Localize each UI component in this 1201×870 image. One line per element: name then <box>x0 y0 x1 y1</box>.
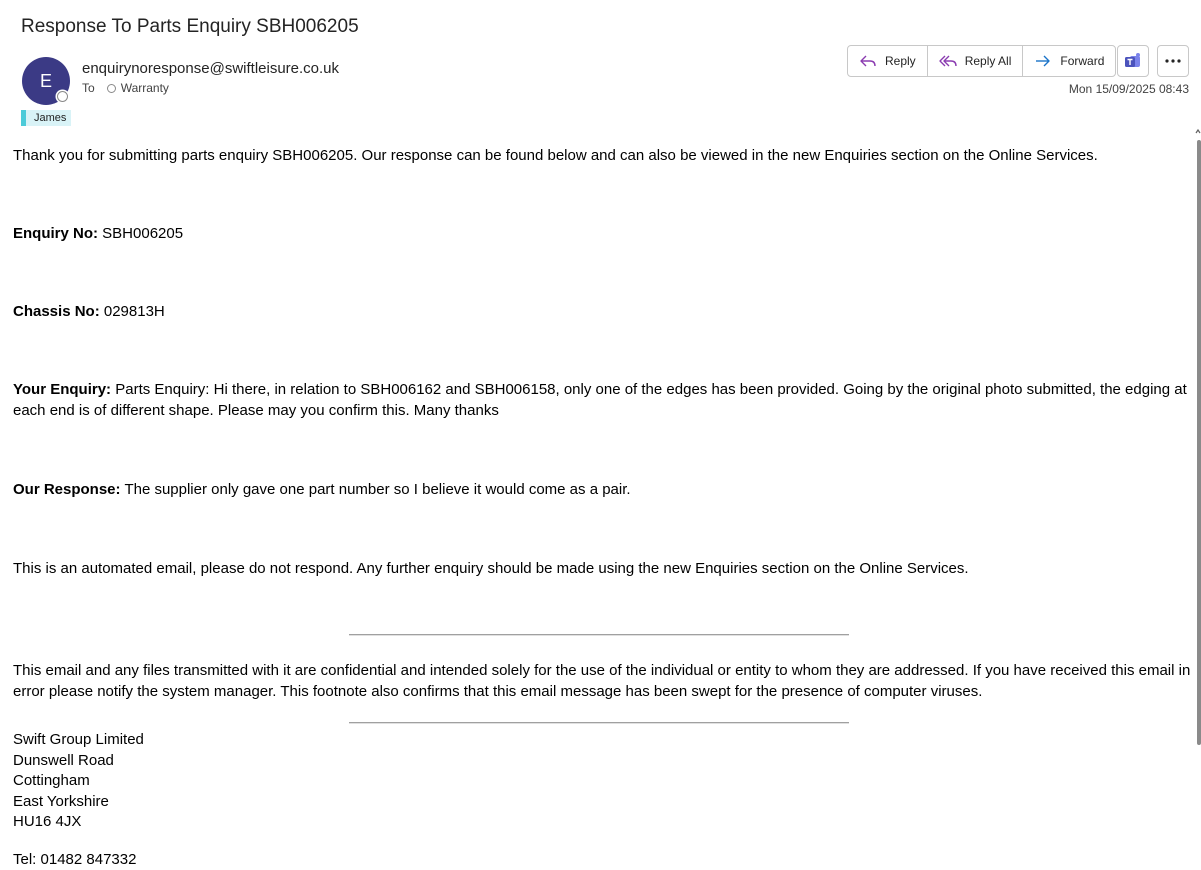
reply-all-label: Reply All <box>964 54 1012 68</box>
reply-all-icon <box>939 53 957 69</box>
your-enquiry-text: Parts Enquiry: Hi there, in relation to SBH006162 and SBH006158, only one of the edges has been provided. Going by the original photo submitted, the edging at each end is of different shape. Please may you confirm this. Many thanks <box>13 381 1187 419</box>
our-response-label: Our Response: <box>13 481 121 498</box>
address-line: Cottingham <box>13 772 90 789</box>
our-response-paragraph <box>13 479 631 500</box>
received-date: Mon 15/09/2025 08:43 <box>1068 82 1189 96</box>
company-address <box>13 730 144 833</box>
presence-status-icon <box>57 91 68 102</box>
forward-button[interactable] <box>1023 46 1115 76</box>
your-enquiry-paragraph <box>13 379 1191 421</box>
address-line: East Yorkshire <box>13 792 109 810</box>
address-line: Swift Group Limited <box>13 731 144 748</box>
reply-icon <box>859 53 877 69</box>
sender-address[interactable]: enquirynoresponse@swiftleisure.co.uk <box>82 60 340 77</box>
to-label: To <box>82 81 95 95</box>
enquiry-number-line <box>13 223 183 244</box>
teams-button[interactable] <box>1117 45 1149 77</box>
your-enquiry-label: Your Enquiry: <box>13 381 112 398</box>
email-subject: Response To Parts Enquiry SBH006205 <box>21 16 359 37</box>
our-response-text: The supplier only gave one part number so I believe it would come as a pair. <box>124 481 631 498</box>
recipient-name[interactable]: Warranty <box>120 81 169 95</box>
divider-bottom <box>349 722 849 724</box>
more-icon <box>1164 58 1182 64</box>
reply-actions-group <box>847 45 1116 77</box>
more-actions-button[interactable] <box>1157 45 1189 77</box>
recipient-line <box>82 81 169 95</box>
chassis-number-value: 029813H <box>103 303 165 320</box>
teams-icon <box>1124 52 1142 70</box>
vertical-scrollbar[interactable] <box>1197 140 1201 745</box>
confidentiality-notice: This email and any files transmitted with it are confidential and intended solely for the use of the individual or entity to whom they are addressed. If you have received this email in error please notify the system manager. This footnote also confirms that this email message has been swept for the presence of computer viruses. <box>13 662 1191 700</box>
address-line: Dunswell Road <box>13 751 114 769</box>
forward-label: Forward <box>1060 54 1105 68</box>
reply-label: Reply <box>885 54 916 68</box>
reply-button[interactable] <box>848 46 928 76</box>
avatar-initial: E <box>39 70 52 91</box>
scroll-up-arrow-icon[interactable] <box>1195 128 1201 136</box>
chassis-number-line <box>13 301 165 322</box>
forward-icon <box>1034 53 1052 69</box>
intro-paragraph: Thank you for submitting parts enquiry SBH006205. Our response can be found below and can also be viewed in the new Enquiries section on the Online Services. <box>13 147 1098 164</box>
address-line: HU16 4JX <box>13 813 82 830</box>
enquiry-number-label: Enquiry No: <box>13 225 98 242</box>
telephone-line: Tel: 01482 847332 <box>13 851 137 868</box>
recipient-presence-icon <box>107 84 116 93</box>
divider-top <box>349 634 849 636</box>
enquiry-number-value: SBH006205 <box>102 225 184 242</box>
category-tag[interactable]: James <box>21 110 71 126</box>
reply-all-button[interactable] <box>928 46 1024 76</box>
chassis-number-label: Chassis No: <box>13 303 100 320</box>
automated-note: This is an automated email, please do not respond. Any further enquiry should be made using the new Enquiries section on the Online Services. <box>13 560 969 577</box>
